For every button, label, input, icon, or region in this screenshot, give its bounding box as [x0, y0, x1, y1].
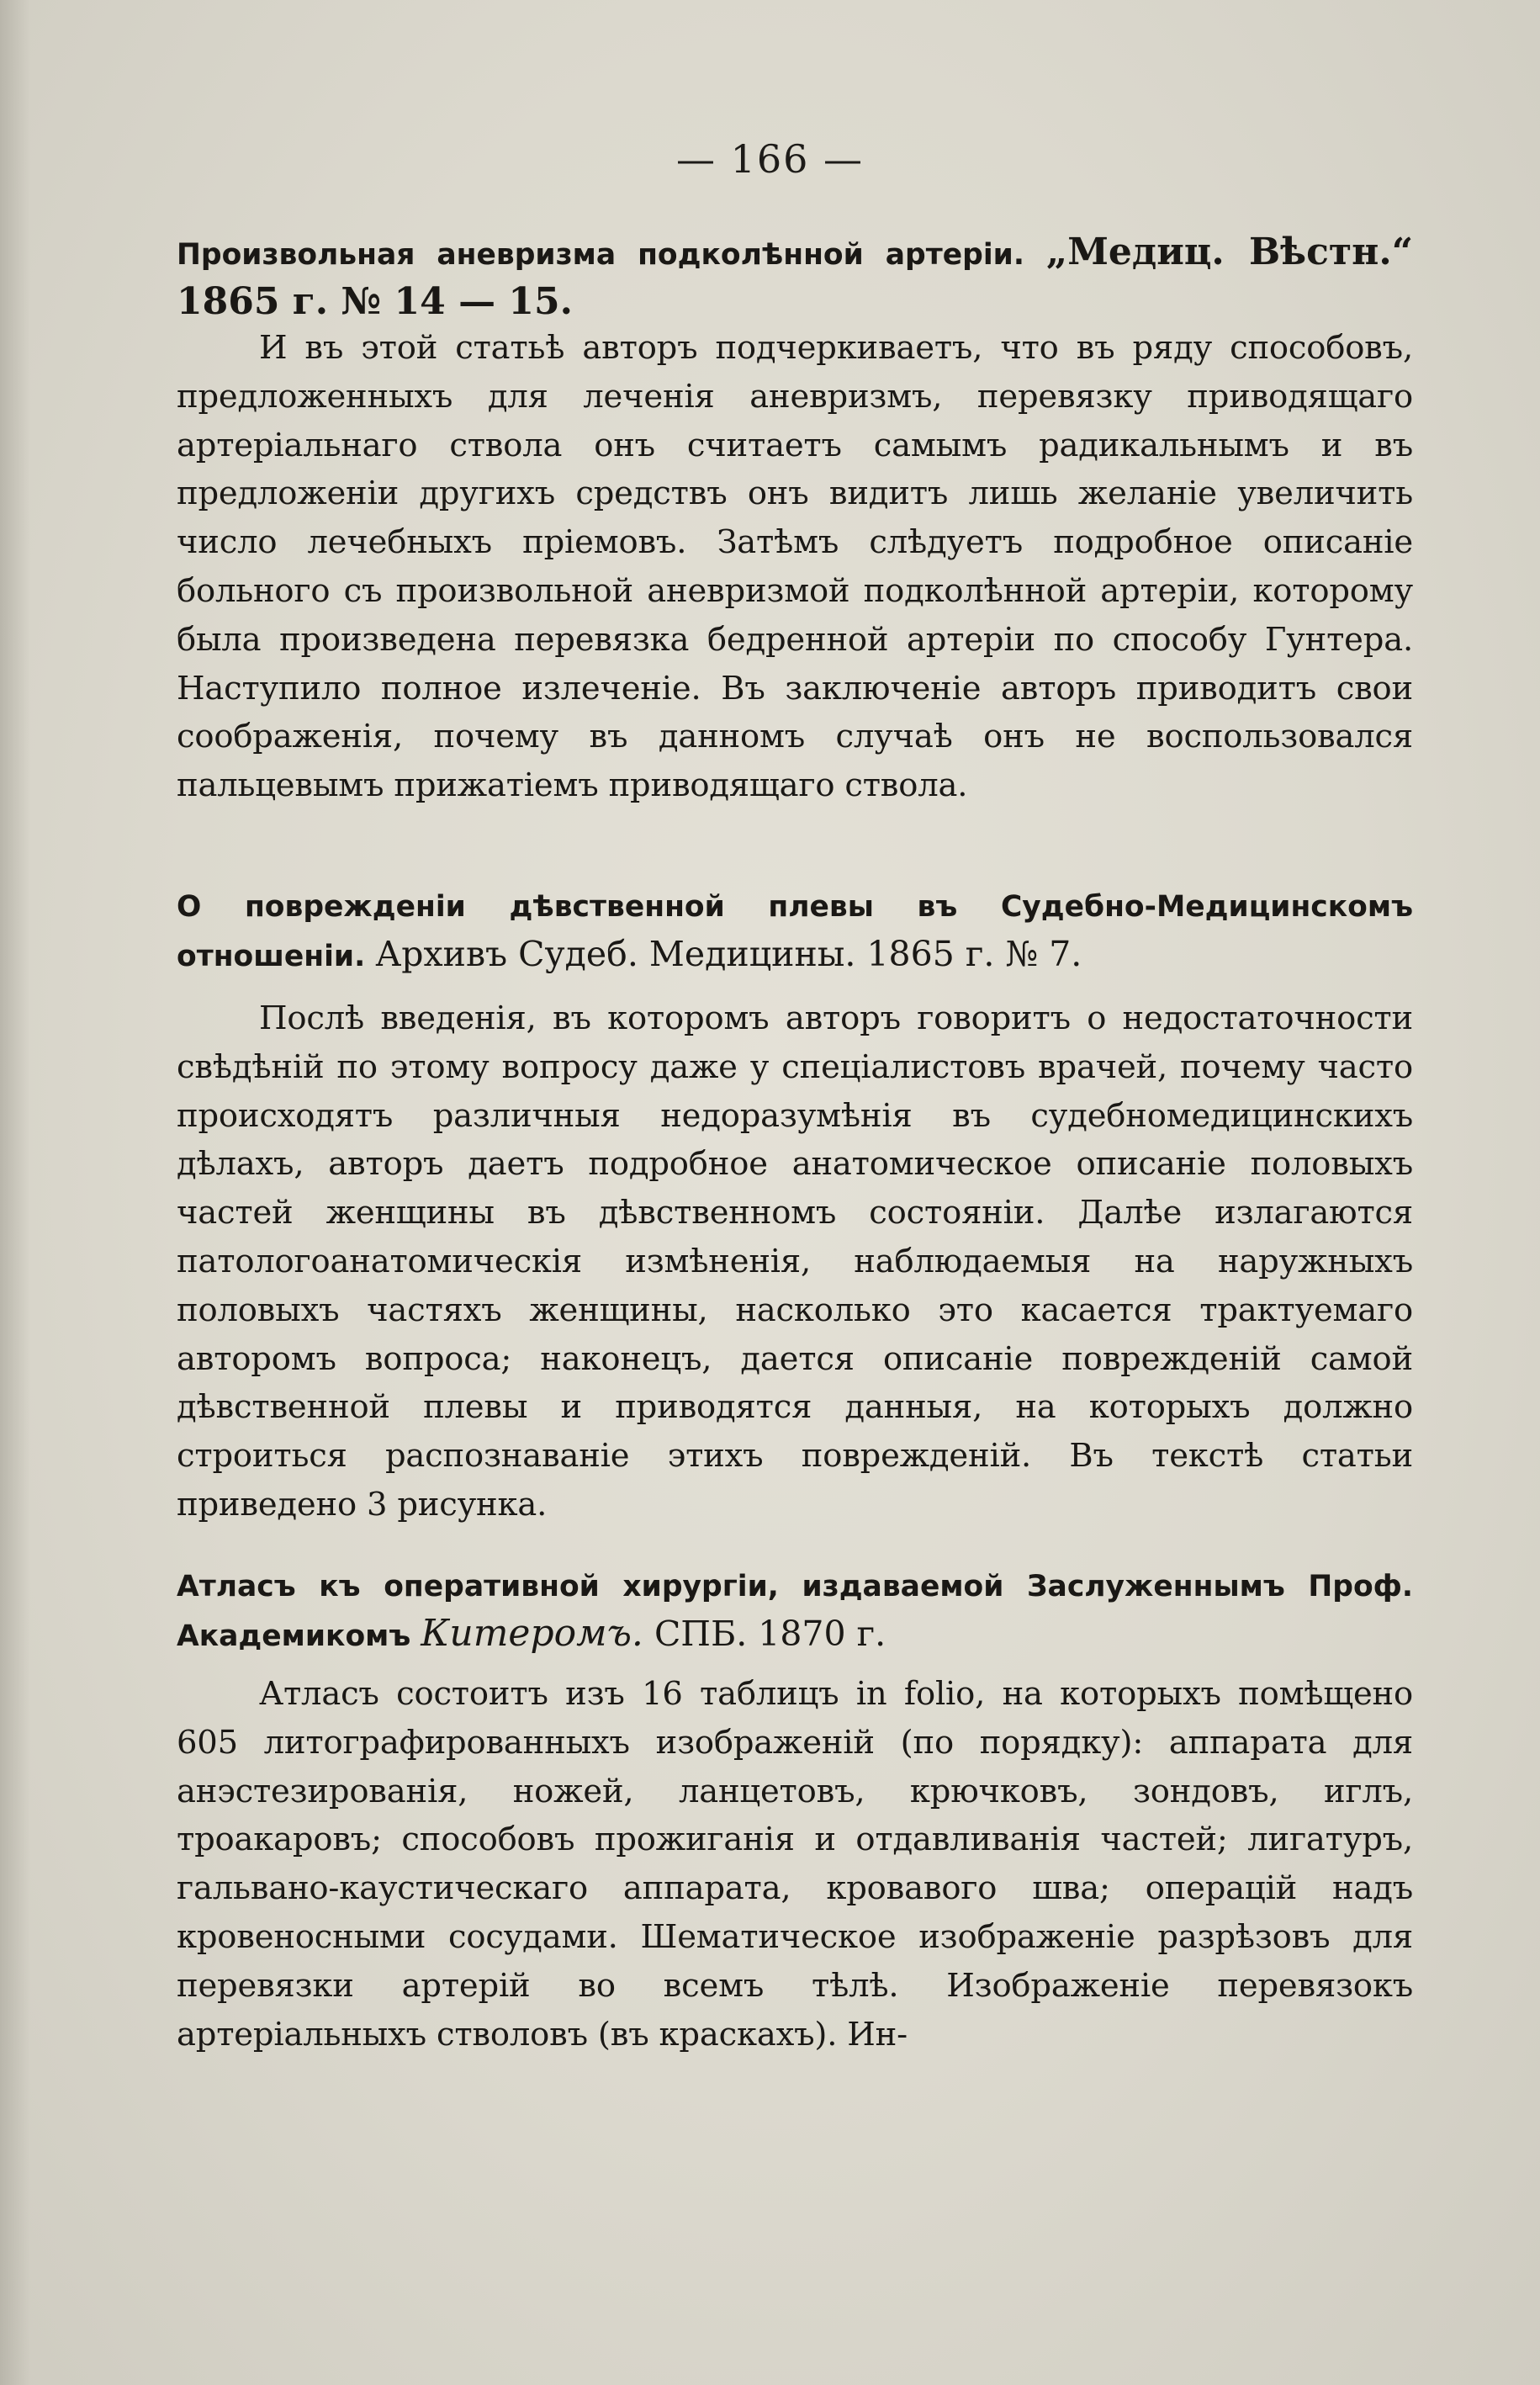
- entry-paragraph-1: И въ этой статьѣ авторъ подчеркиваетъ, что въ ряду способовъ, предложенныхъ для леченія аневризмъ, перевязку приводящаго артеріальнаго ствола онъ считаетъ самымъ радикальнымъ и въ предложеніи другихъ средствъ онъ видитъ лишь желаніе увеличить число лечебныхъ пріемовъ. Затѣмъ слѣдуетъ подробное описаніе больного съ произвольной аневризмой подколѣнной артеріи, которому была произведена перевязка бедренной артеріи по способу Гунтера. Наступило полное излеченіе. Въ заключеніе авторъ приводитъ свои соображенія, почему въ данномъ случаѣ онъ не воспользовался пальцевымъ прижатіемъ приводящаго ствола.: [177, 329, 1413, 805]
- entry-source-1: „Медиц. Вѣстн.“ 1865 г. № 14 — 15.: [177, 231, 1414, 323]
- entry-source-2: Архивъ Судеб. Медицины. 1865 г. № 7.: [375, 934, 1082, 974]
- entry-paragraph-2: Послѣ введенія, въ которомъ авторъ говоритъ о недостаточности свѣдѣній по этому вопросу даже у спеціалистовъ врачей, почему часто происходятъ различныя недоразумѣнія въ судебномедицинскихъ дѣлахъ, авторъ даетъ подробное анатомическое описаніе половыхъ частей женщины въ дѣвственномъ состояніи. Далѣе излагаются патологоанатомическія измѣненія, наблюдаемыя на наружныхъ половыхъ частяхъ женщины, насколько это касается трактуемаго авторомъ вопроса; наконецъ, дается описаніе поврежденій самой дѣвственной плевы и приводятся данныя, на которыхъ должно строиться распознаваніе этихъ поврежденій. Въ текстѣ статьи приведено 3 рисунка.: [177, 999, 1413, 1524]
- entry-title-2: О поврежденіи дѣвственной плевы въ Судебно-Медицинскомъ отношеніи.: [177, 890, 1413, 973]
- entry-heading-1: [177, 229, 1413, 328]
- page-number: — 166 —: [675, 136, 865, 182]
- entry-title-1: Произвольная аневризма подколѣнной артеріи.: [177, 238, 1046, 272]
- entry-source-3: СПБ. 1870 г.: [643, 1614, 886, 1654]
- entry-heading-3: [177, 1563, 1413, 1660]
- entry-paragraph-3: Атласъ состоитъ изъ 16 таблицъ in folio, на которыхъ помѣщено 605 литографированныхъ изображеній (по порядку): аппарата для анэстезированія, ножей, ланцетовъ, крючковъ, зондовъ, иглъ, троакаровъ; способовъ прожиганія и отдавливанія частей; лигатуръ, гальвано-каустическаго аппарата, кровавого шва; операцій надъ кровеносными сосудами. Шематическое изображеніе разрѣзовъ для перевязки артерій во всемъ тѣлѣ. Изображеніе перевязокъ артеріальныхъ стволовъ (въ краскахъ). Ин-: [177, 1675, 1413, 2054]
- page-edge-shadow: [0, 0, 30, 2385]
- entry-author-3: Китеромъ.: [421, 1612, 643, 1655]
- entry-title-3: Атласъ къ оперативной хирургіи, издаваемой Заслуженнымъ Проф. Академикомъ: [177, 1570, 1413, 1653]
- entry-heading-2: [177, 883, 1413, 980]
